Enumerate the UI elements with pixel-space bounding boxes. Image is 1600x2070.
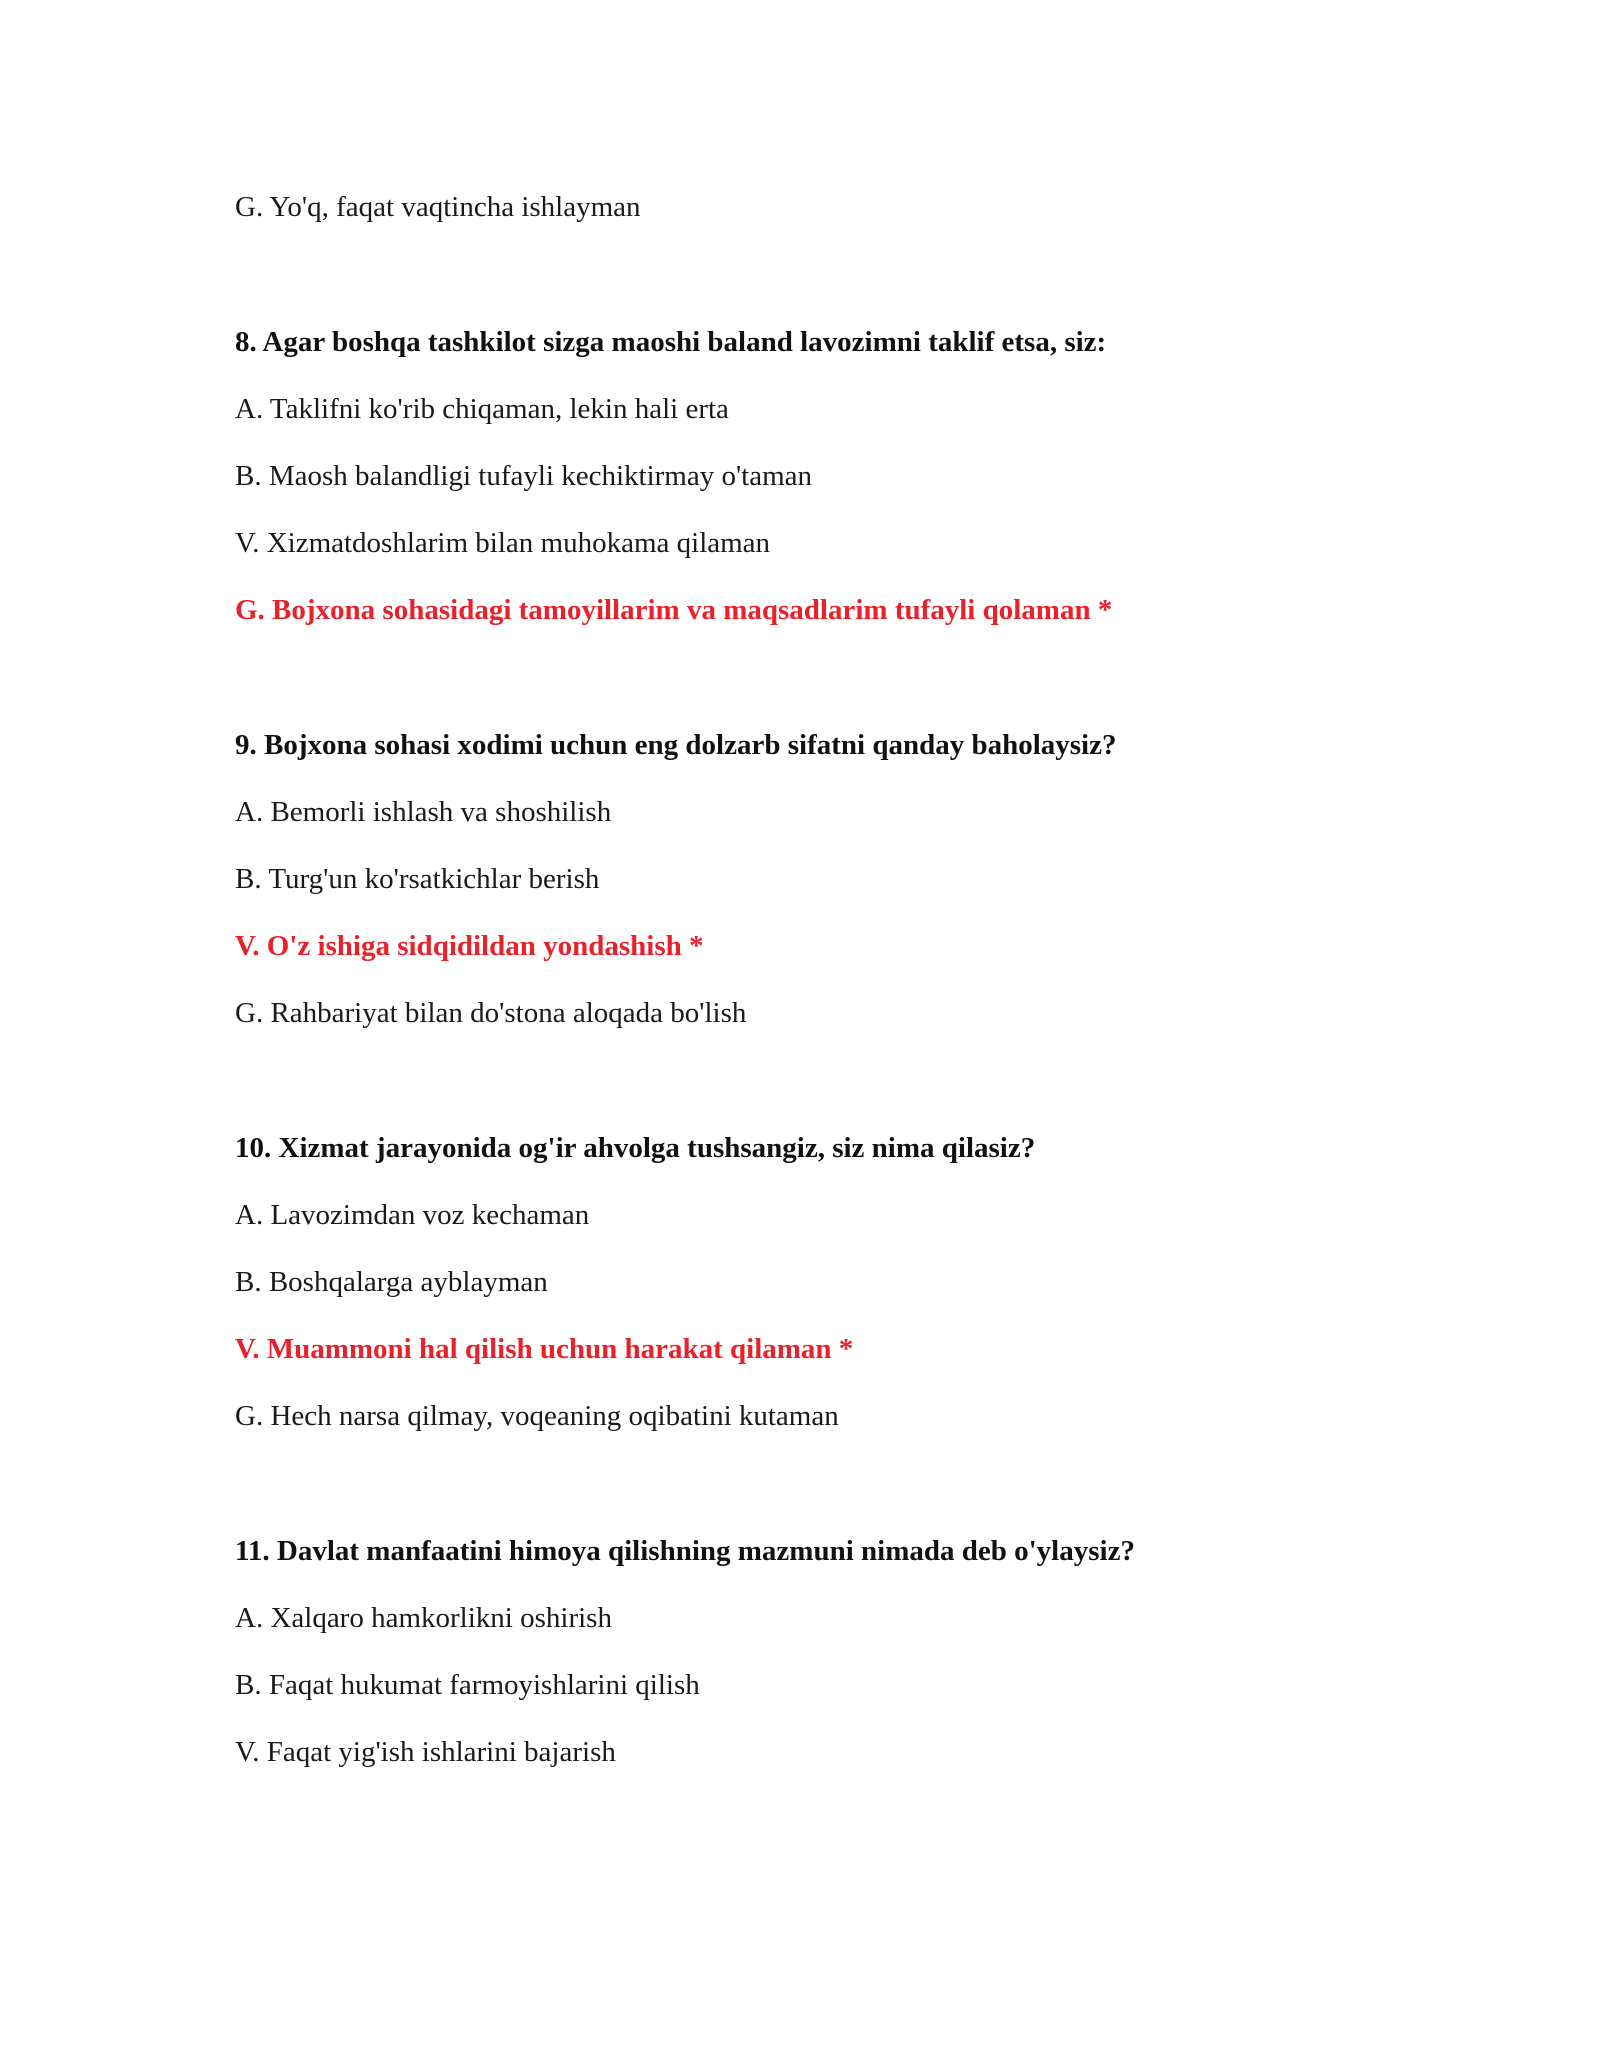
- question-11: 11. Davlat manfaatini himoya qilishning mazmuni nimada deb o'ylaysiz?: [235, 1535, 1135, 1567]
- q8-option-g-correct: G. Bojxona sohasidagi tamoyillarim va maqsadlarim tufayli qolaman *: [235, 594, 1113, 626]
- q11-option-b: B. Faqat hukumat farmoyishlarini qilish: [235, 1669, 700, 1701]
- q8-option-b: B. Maosh balandligi tufayli kechiktirmay o'taman: [235, 460, 813, 492]
- q11-option-v: V. Faqat yig'ish ishlarini bajarish: [235, 1736, 616, 1768]
- q8-option-v: V. Xizmatdoshlarim bilan muhokama qilaman: [235, 527, 771, 559]
- question-9: 9. Bojxona sohasi xodimi uchun eng dolzarb sifatni qanday baholaysiz?: [235, 729, 1117, 761]
- q11-option-a: A. Xalqaro hamkorlikni oshirish: [235, 1602, 612, 1634]
- option-g-previous: G. Yo'q, faqat vaqtincha ishlayman: [235, 191, 641, 223]
- q9-option-g: G. Rahbariyat bilan do'stona aloqada bo'lish: [235, 997, 747, 1029]
- q9-option-b: B. Turg'un ko'rsatkichlar berish: [235, 863, 600, 895]
- question-10: 10. Xizmat jarayonida og'ir ahvolga tushsangiz, siz nima qilasiz?: [235, 1132, 1036, 1164]
- q10-option-g: G. Hech narsa qilmay, voqeaning oqibatini kutaman: [235, 1400, 839, 1432]
- q8-option-a: A. Taklifni ko'rib chiqaman, lekin hali erta: [235, 393, 729, 425]
- q9-option-v-correct: V. O'z ishiga sidqidildan yondashish *: [235, 930, 704, 962]
- question-8: 8. Agar boshqa tashkilot sizga maoshi baland lavozimni taklif etsa, siz:: [235, 326, 1107, 358]
- q10-option-v-correct: V. Muammoni hal qilish uchun harakat qilaman *: [235, 1333, 854, 1365]
- q9-option-a: A. Bemorli ishlash va shoshilish: [235, 796, 612, 828]
- q10-option-a: A. Lavozimdan voz kechaman: [235, 1199, 590, 1231]
- q10-option-b: B. Boshqalarga ayblayman: [235, 1266, 548, 1298]
